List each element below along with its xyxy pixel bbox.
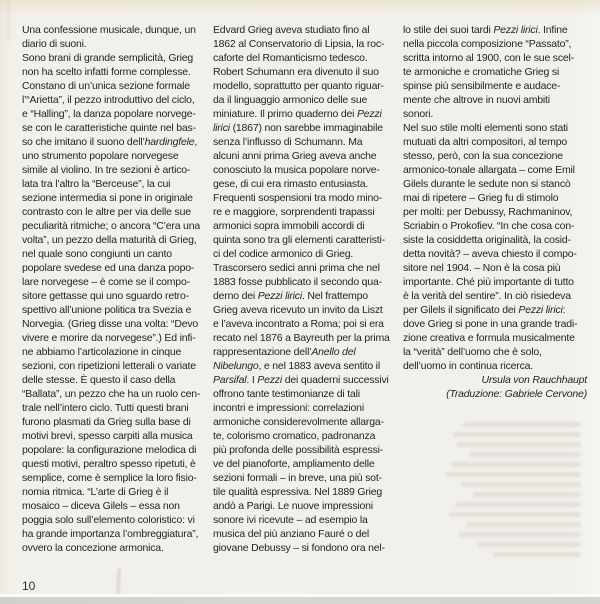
text-line: più profonda delle possibilità espressi-	[213, 444, 384, 456]
text-line: per Gilels il significato dei Pezzi lirici:	[403, 304, 566, 316]
bleed-line	[453, 432, 581, 437]
text-line: Gilels durante le sedute non si stancò	[403, 178, 571, 190]
text-line: Constano di un’unica sezione formale	[22, 80, 190, 92]
bleed-line	[457, 442, 581, 447]
text-line: Frequenti sospensioni tra modo mino-	[213, 192, 383, 204]
text-column-2	[213, 23, 397, 555]
scan-edge-strip	[0, 597, 600, 604]
text-line: importante. Ché più importante di tutto	[403, 276, 574, 288]
text-line: spettivo all’unione politica tra Svezia e	[22, 304, 192, 316]
bleed-line	[461, 482, 581, 487]
text-line: questi motivi, peraltro spesso ripetuti, è	[22, 458, 196, 470]
text-line: Sono brani di grande semplicità, Grieg	[22, 52, 193, 64]
text-line: l’“Arietta”, il pezzo introduttivo del ciclo,	[22, 94, 195, 106]
text-line: armonico-tonale allargata – come Emil	[403, 164, 575, 176]
text-line: quinta sono tra gli elementi caratteristi-	[213, 234, 385, 246]
text-line: so che imitano il suono dell’hardingfele,	[22, 136, 198, 148]
text-line: Edvard Grieg aveva studiato fino al	[213, 24, 370, 36]
text-line: poggia solo sull’elemento coloristico: vi	[22, 514, 195, 526]
text-line: incontri e impressioni: correlazioni	[213, 402, 364, 414]
text-line: nella piccola composizione “Passato”,	[403, 38, 572, 50]
text-line: è la verità del sentire”. In ciò risiedeva	[403, 290, 571, 302]
text-line: te armoniche e cromatiche Grieg si	[403, 66, 560, 78]
bleed-line	[455, 502, 581, 507]
text-line: te, colorismo cromatico, padronanza	[213, 430, 376, 442]
text-line: la “verità” dell’uomo che è solo,	[403, 346, 542, 358]
text-line: sezione intermedia si pone in originale	[22, 192, 193, 204]
bleed-line	[449, 512, 581, 517]
text-line: siste la cosiddetta originalità, la cosid-	[403, 234, 571, 246]
text-line: stesso, però, con la sua concezione	[403, 150, 563, 162]
text-line: uno strumento popolare norvegese	[22, 150, 179, 162]
bleed-line	[493, 552, 581, 557]
bleed-line	[469, 452, 581, 457]
text-line: mosaico – diceva Gilels – essa non	[22, 500, 180, 512]
text-line: dell’uomo in continua ricerca.	[403, 360, 533, 372]
text-line: trale nell’intero ciclo. Tutti questi brani	[22, 402, 189, 414]
text-line: ha grande importanza l’ombreggiatura”,	[22, 528, 199, 540]
text-line: caforte del Romanticismo tedesco.	[213, 52, 368, 64]
text-line: spinse più sensibilmente e audace-	[403, 80, 561, 92]
text-line: da il linguaggio armonico delle sue	[213, 94, 368, 106]
text-line: mai di ripetere – Grieg fu di stimolo	[403, 192, 559, 204]
text-line: conosciuto la musica popolare norve-	[213, 164, 380, 176]
text-line: per molti: per Debussy, Rachmaninov,	[403, 206, 573, 218]
bleed-line	[467, 522, 581, 527]
bleed-line	[446, 472, 581, 477]
text-line: senza l’influsso di Schumann. Ma	[213, 136, 363, 148]
text-line: sonore ivi ricevute – ad esempio la	[213, 514, 368, 526]
text-line: scritta intorno al 1900, con le sue scel-	[403, 52, 574, 64]
text-line: tile qualità espressiva. Nel 1889 Grieg	[213, 486, 383, 498]
text-line: Robert Schumann era divenuto il suo	[213, 66, 379, 78]
text-line: popolare svedese ed una danza popo-	[22, 262, 195, 274]
text-line: mente che altrove in nuovi ambiti	[403, 94, 550, 106]
text-line: dove Grieg si pone in una grande tradi-	[403, 318, 578, 330]
text-line: giovane Debussy – si fondono ora nel-	[213, 542, 385, 554]
text-line: offrono tante testimonianze di tali	[213, 388, 360, 400]
text-line: furono plasmati da Grieg sulla base di	[22, 416, 191, 428]
text-line: sitore gettasse qui uno sguardo retro-	[22, 290, 189, 302]
text-line: sezioni formali – in breve, una più sot-	[213, 472, 382, 484]
text-line: non ha scelto infatti forme complesse.	[22, 66, 191, 78]
text-line: lata tra l’altro la “Berceuse”, la cui	[22, 178, 171, 190]
text-line: ovvero la concezione armonica.	[22, 542, 164, 554]
text-line: sonori.	[403, 108, 434, 120]
text-line: derno dei Pezzi lirici. Nel frattempo	[213, 290, 368, 302]
text-line: peculiarità ritmiche; o ancora “C’era una	[22, 220, 200, 232]
text-line: sitore nel 1904. – Non è la cosa più	[403, 262, 561, 274]
text-line: modello, soprattutto per quanto riguar-	[213, 80, 384, 92]
text-line: Ursula von Rauchhaupt	[481, 374, 587, 386]
text-line: ne abbiamo l’articolazione in cinque	[22, 346, 182, 358]
text-line: volta”, un pezzo della maturità di Grieg,	[22, 234, 197, 246]
text-line: semplice, come è semplice la loro fisio-	[22, 472, 197, 484]
text-line: lirici (1867) non sarebbe immaginabile	[213, 122, 383, 134]
text-line: recato nel 1876 a Bayreuth per la prima	[213, 332, 390, 344]
page-number: 10	[22, 579, 36, 593]
text-line: armoniche considerevolmente allarga-	[213, 416, 384, 428]
text-line: lare norvegese – è come se il compo-	[22, 276, 190, 288]
text-line: Nel suo stile molti elementi sono stati	[403, 122, 568, 134]
text-line: e “Halling”, la danza popolare norvege-	[22, 108, 196, 120]
text-line: nomia ritmica. “L’arte di Grieg è il	[22, 486, 169, 498]
text-line: e l’aveva incontrato a Roma; poi si era	[213, 318, 384, 330]
text-line: diario di suoni.	[22, 38, 87, 50]
text-line: Nibelungo, e nel 1883 aveva sentito il	[213, 360, 380, 372]
text-line: andò a Parigi. Le nuove impressioni	[213, 500, 373, 512]
text-line: popolare: la configurazione melodica di	[22, 444, 197, 456]
scan-crease-top	[8, 0, 10, 40]
text-line: nel quale sono congiunti un canto	[22, 248, 172, 260]
text-line: delle stesse. È questo il caso della	[22, 374, 176, 386]
text-line: re e maggiore, sorprendenti trapassi	[213, 206, 375, 218]
text-line: alcuni anni prima Grieg aveva anche	[213, 150, 377, 162]
text-line: simile al violino. In tre sezioni è artico-	[22, 164, 191, 176]
text-line: Scriabin o Prokofiev. “In che cosa con-	[403, 220, 575, 232]
text-line: se con le caratteristiche quinte nel bas-	[22, 122, 196, 134]
text-line: motivi brevi, spesso carpiti alla musica	[22, 430, 193, 442]
bleed-line	[477, 542, 581, 547]
text-line: detta novità? – aveva chiesto il compo-	[403, 248, 577, 260]
text-line: musica del più anziano Fauré o del	[213, 528, 370, 540]
text-column-3	[403, 23, 587, 401]
text-line: armonici sopra immobili accordi di	[213, 220, 365, 232]
bleed-line	[463, 422, 581, 427]
text-line: Una confessione musicale, dunque, un	[22, 24, 196, 36]
text-line: sezioni, con ripetizioni letterali o variate	[22, 360, 196, 372]
text-line: 1862 al Conservatorio di Lipsia, la roc-	[213, 38, 385, 50]
bleed-line	[451, 462, 581, 467]
text-line: gese, di cui era rimasto entusiasta.	[213, 178, 369, 190]
text-line: (Traduzione: Gabriele Cervone)	[446, 388, 587, 400]
text-line: miniature. Il primo quaderno dei Pezzi	[213, 108, 382, 120]
text-line: rappresentazione dell’Anello del	[213, 346, 356, 358]
text-line: “Ballata”, un pezzo che ha un ruolo cen-	[22, 388, 201, 400]
text-line: 1883 fosse pubblicato il secondo qua-	[213, 276, 382, 288]
text-line: zione creativa e formula musicalmente	[403, 332, 575, 344]
page-bleed-through	[443, 422, 581, 562]
text-line: Trascorsero sedici anni prima che nel	[213, 262, 380, 274]
text-line: lo stile dei suoi tardi Pezzi lirici. Infine	[403, 24, 568, 36]
text-line: ci del codice armonico di Grieg.	[213, 248, 354, 260]
bleed-line	[459, 532, 581, 537]
text-line: Norvegia. (Grieg disse una volta: “Devo	[22, 318, 199, 330]
text-line: Grieg aveva ricevuto un invito da Liszt	[213, 304, 383, 316]
text-line: Parsifal. I Pezzi dei quaderni successivi	[213, 374, 389, 386]
text-line: ve del pianoforte, ampliamento delle	[213, 458, 375, 470]
text-column-1	[22, 23, 206, 555]
text-line: contrasto con le altre per via delle sue	[22, 206, 191, 218]
text-line: vivere e morire da norvegese”.) Ed infi-	[22, 332, 196, 344]
text-line: mutuati da altri compositori, al tempo	[403, 136, 567, 148]
bleed-line	[473, 492, 581, 497]
